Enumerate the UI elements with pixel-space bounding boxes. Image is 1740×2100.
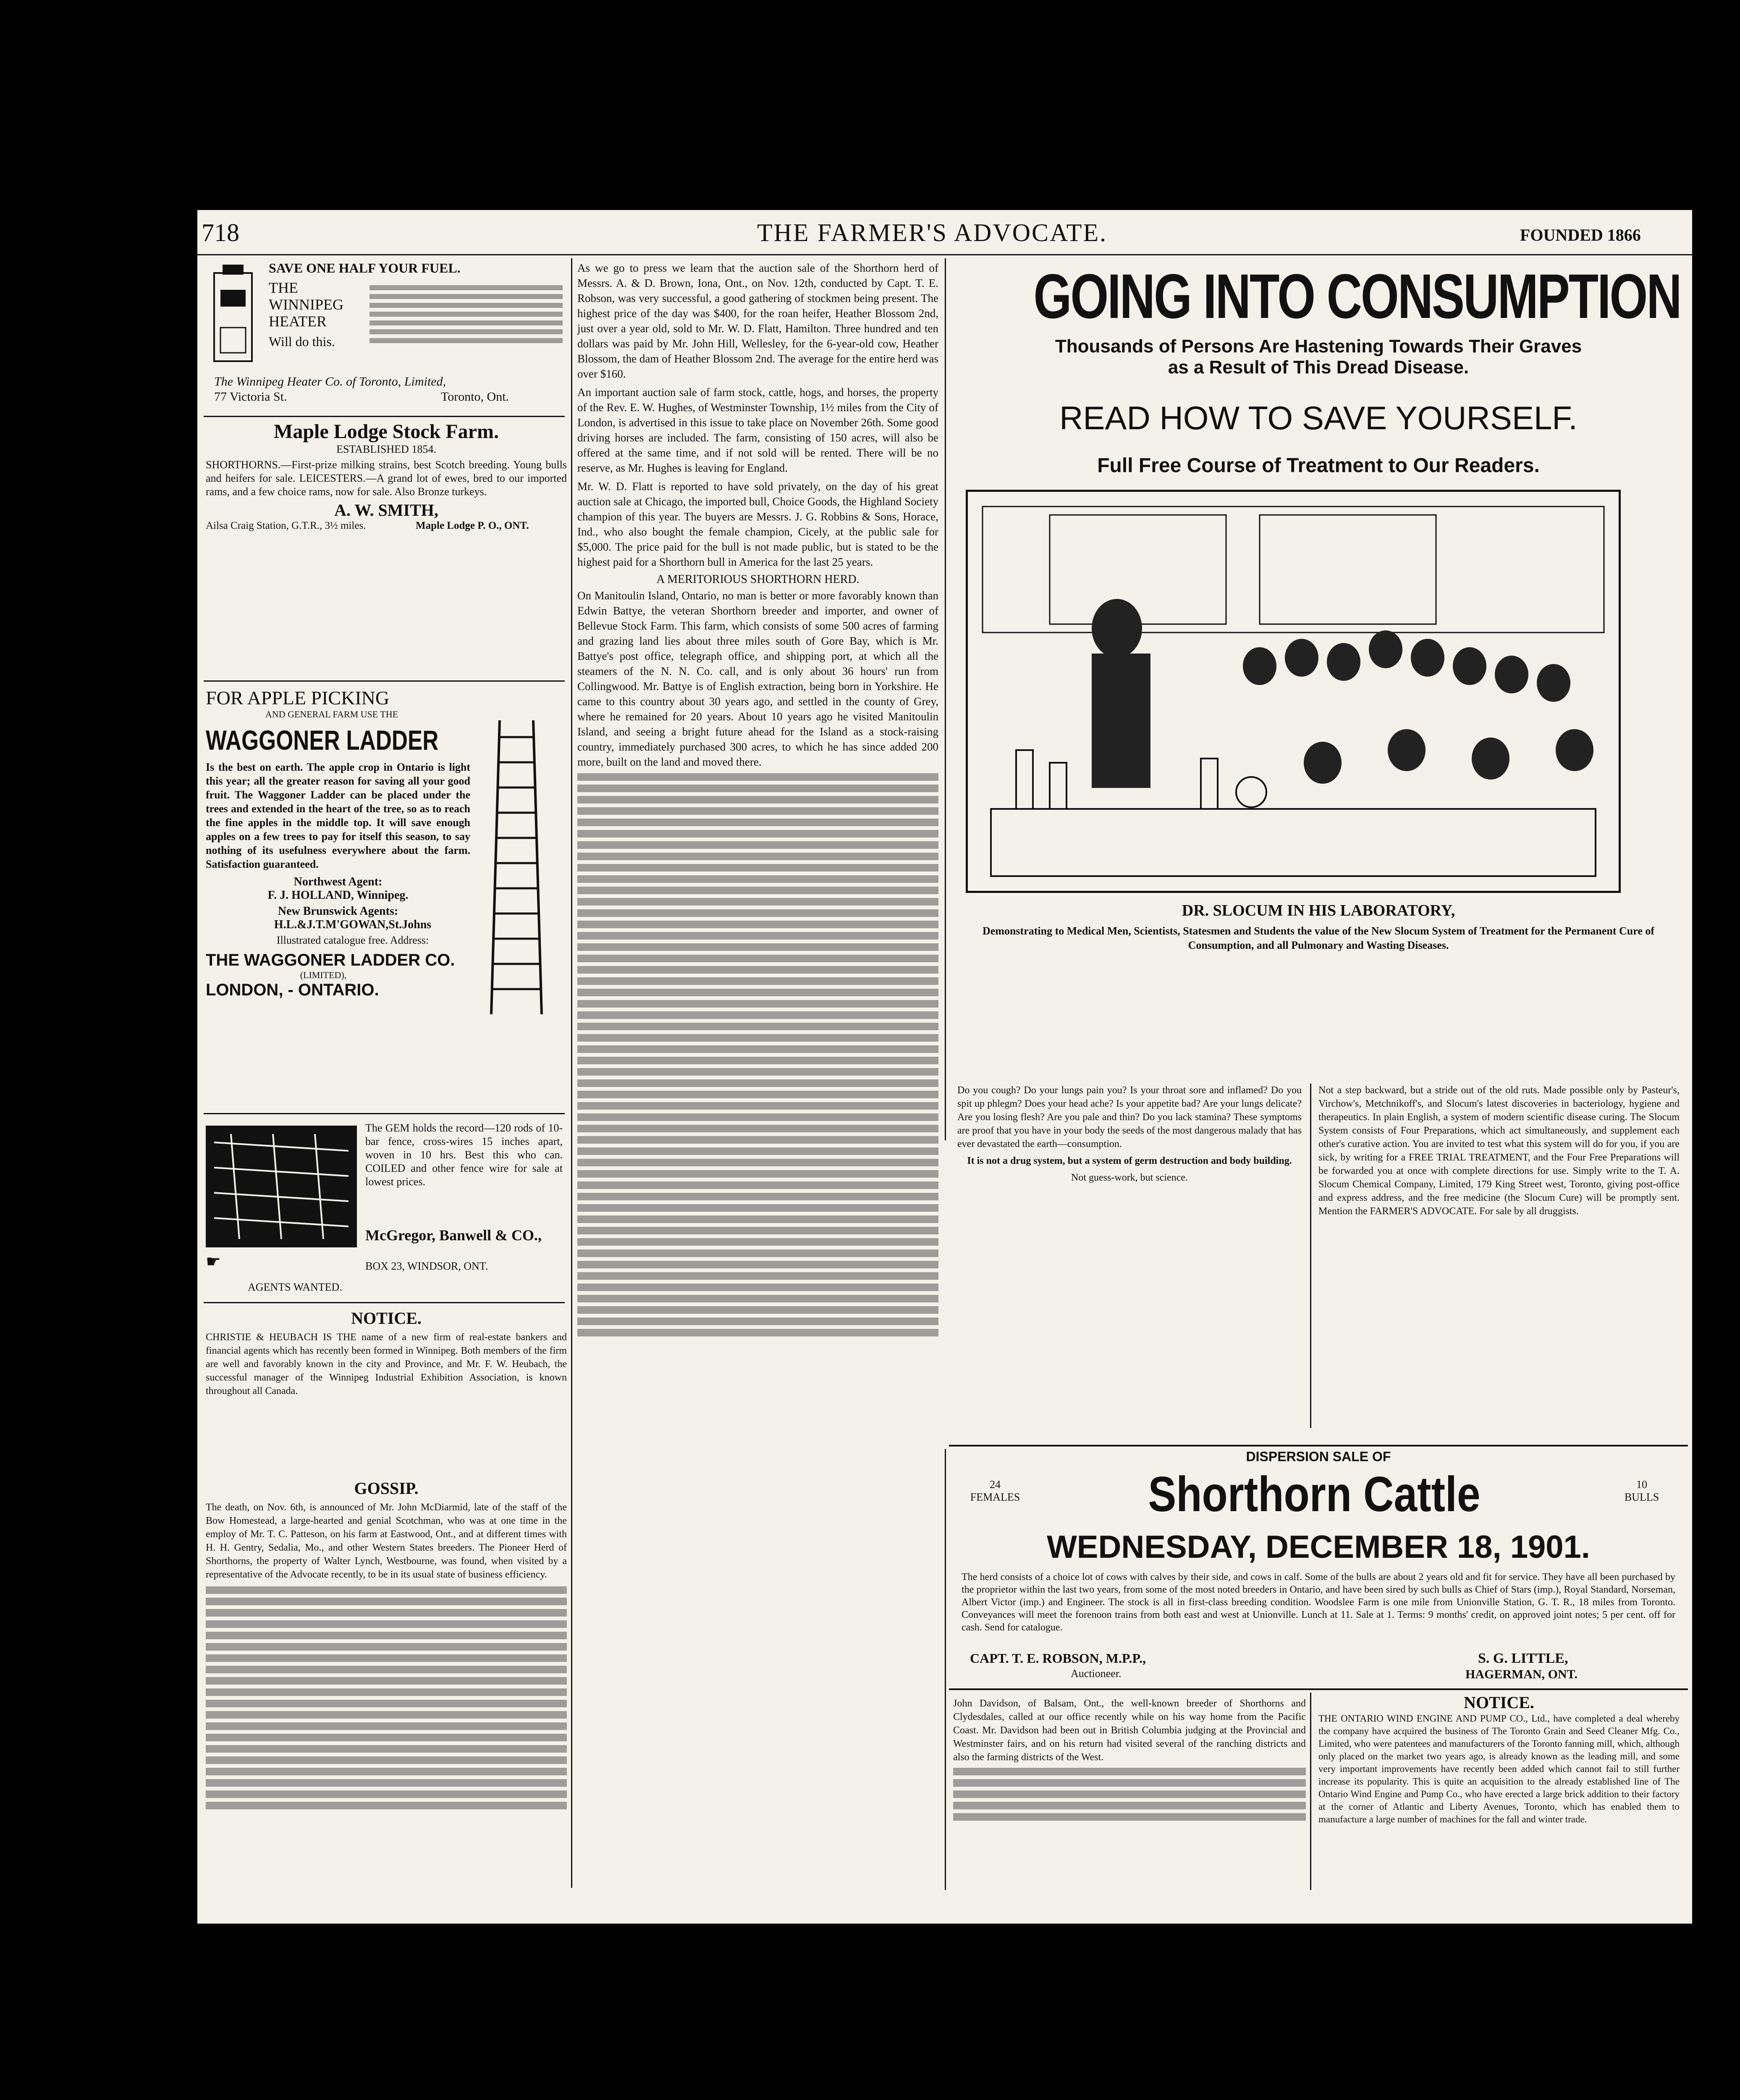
heater-ad: [206, 260, 567, 412]
consumption-no-guess: Not guess-work, but science.: [1071, 1172, 1188, 1183]
sale-date: WEDNESDAY, DECEMBER 18, 1901.: [1047, 1529, 1590, 1565]
sale-body: The herd consists of a choice lot of cows with calves by their side, and cows in calf. Some of the bulls are about 2 years old and fit for service. They have all been purchased by the proprietor within the last two years, from some of the most noted breeders in Ontario, and have been sired by such bulls as Chief of Stars (imp.), Royal Standard, Norseman, Albert Victor (imp.) and Engineer. The stock is all in first-class breeding condition. Woodslee Farm is one mile from Unionville Station, G. T. R., 18 miles from Toronto. Conveyances will meet the forenoon trains from both east and west at Unionville. Lunch at 11. Sale at 1. Terms: 9 months' credit, on approved joint notes; 5 per cent. off for cash. Send for catalogue.: [962, 1572, 1675, 1633]
maple-lodge-post: Maple Lodge P. O., ONT.: [416, 520, 529, 531]
notice-left-body: CHRISTIE & HEUBACH IS THE name of a new firm of real-estate bankers and financial agents which has recently been formed in Winnipeg. Both members of the firm are well and favorably known in the city and Province, and Mr. F. W. Heubach, the successful manager of the Winnipeg Industrial Exhibition Association, is known throughout all Canada.: [206, 1332, 567, 1396]
page-number: 718: [202, 219, 239, 247]
maple-lodge-title: Maple Lodge Stock Farm.: [274, 420, 499, 443]
owner-name: S. G. LITTLE,: [1478, 1651, 1568, 1666]
ladder-top: FOR APPLE PICKING: [206, 687, 390, 709]
dispersion-label: DISPERSION SALE OF: [1246, 1449, 1391, 1464]
column-divider: [1310, 1084, 1311, 1428]
gossip-section: [206, 1478, 567, 1813]
gem-agents: AGENTS WANTED.: [248, 1281, 342, 1293]
middle-column: [577, 260, 938, 1340]
ladder-company: THE WAGGONER LADDER CO.: [206, 951, 455, 969]
notice-left: [206, 1308, 567, 1398]
auctioneer-title: Auctioneer.: [1071, 1667, 1122, 1680]
notice-right-body: THE ONTARIO WIND ENGINE AND PUMP CO., Ltd., have completed a deal whereby the company have acquired the business of The Toronto Grain and Seed Cleaner Mfg. Co., Limited, who were patentees and manufacturers of the Toronto fanning mill, which, although only placed on the market two years ago, is already known as the leading mill, and some very important improvements have recently been added which cannot fail to still further increase its popularity. This is quite an acquisition to the already established line of The Ontario Wind Engine and Pump Co., who have erected a large brick addition to their factory at the corner of Atlantic and Liberty Avenues, Toronto, which has enabled them to manufacture a large number of machines for the fall and winter trade.: [1318, 1713, 1680, 1824]
column-divider: [945, 258, 946, 1140]
gem-body: The GEM holds the record—120 rods of 10-bar fence, cross-wires 15 inches apart, woven in 10 hrs. Best this who can. COILED and other fence wire for sale at lowest prices.: [365, 1122, 563, 1188]
section-rule: [204, 1302, 565, 1303]
battye-article: On Manitoulin Island, Ontario, no man is better or more favorably known than Edwin Battye, the veteran Shorthorn breeder and importer, and owner of Bellevue Stock Farm. This farm, which consists of some 500 acres of farming and grazing land lies about three miles south of Gore Bay, which is Mr. Battye's post office, telegraph office, and shipping port, at which all the steamers of the N. N. Co. call, and is only about 36 hours' run from Collingwood. Mr. Battye is of English extraction, being born in Yorkshire. He came to this country about 30 years ago, and settled in the county of Grey, where he remained for 20 years. About 10 years ago he visited Manitoulin Island, and seeing a bright future ahead for the Island as a stock-raising country, immediately purchased 300 acres, to which he has since added 200 more, built on the land and moved there.: [577, 589, 938, 768]
pointing-hand-icon: ☛: [206, 1252, 221, 1271]
maple-lodge-established: ESTABLISHED 1854.: [336, 443, 436, 455]
laboratory-illustration: [966, 490, 1621, 893]
davidson-article: John Davidson, of Balsam, Ont., the well-known breeder of Shorthorns and Clydesdales, called at our office recently while on his way home from the Pacific Coast. Mr. Davidson had been out in British Columbia judging at the Provincial and Westminster fairs, and on his return had visited several of the ranching districts and also the farming districts of the West.: [953, 1697, 1306, 1824]
gossip-body: The death, on Nov. 6th, is announced of Mr. John McDiarmid, late of the staff of the Bow Homestead, a large-hearted and genial Scotchman, who was at one time in the employ of Mr. T. C. Patteson, on his farm at Eastwood, Ont., and at different times with H. H. Gentry, Sedalia, Mo., and other Western States breeders. The Pioneer Herd of Shorthorns, the property of Walter Lynch, Westbourne, was found, when visited by a representative of the Advocate recently, to be in its usual state of business efficiency.: [206, 1502, 567, 1580]
maple-lodge-body: SHORTHORNS.—First-prize milking strains, best Scotch breeding. Young bulls and heifers for sale. LEICESTERS.—A grand lot of ewes, bred to our imported rams, and a few choice rams, now for sale. Also Bronze turkeys.: [206, 459, 567, 498]
gem-company: McGregor, Banwell & CO.,: [365, 1227, 542, 1244]
gossip-title: GOSSIP.: [354, 1479, 419, 1498]
ladder-agent-nb-name: H.L.&J.T.M'GOWAN,St.Johns: [274, 918, 432, 931]
females-count: 24 FEMALES: [970, 1478, 1020, 1503]
column-divider: [571, 258, 572, 1888]
consumption-headline: GOING INTO CONSUMPTION: [1033, 261, 1681, 331]
consumption-course: Full Free Course of Treatment to Our Readers.: [1097, 454, 1540, 477]
consumption-sub2: as a Result of This Dread Disease.: [1168, 357, 1469, 378]
ladder-agent-nw-name: F. J. HOLLAND, Winnipeg.: [267, 889, 409, 902]
ladder-body: Is the best on earth. The apple crop in Ontario is light this year; all the greater reason for saving all your good fruit. The Waggoner Ladder can be placed under the trees and extended in the heart of the tree, so as to reach the fine apples in the middle top. It will save enough apples on a few trees to pay for itself this season, to say nothing of its usefulness everywhere about the farm. Satisfaction guaranteed.: [206, 761, 470, 870]
auction-report: As we go to press we learn that the auction sale of the Shorthorn herd of Messrs. A. & D. Brown, Iona, Ont., on Nov. 12th, conducted by Capt. T. E. Robson, was very successful, a good gathering of stockmen being present. The highest price of the day was $400, for the roan heifer, Heather Blossom 2nd, just over a year old, sold to Mr. W. D. Flatt, Hamilton. Three hundred and ten dollars was paid by Mr. John Hill, Wellesley, for the 6-year-old cow, Heather Blossom, the dam of Heather Blossom 2nd. The average for the entire herd was over $160.: [577, 262, 938, 380]
ad-rule: [204, 416, 565, 417]
gem-fence-ad: [206, 1121, 567, 1298]
consumption-sub1: Thousands of Persons Are Hastening Towards Their Graves: [1055, 336, 1582, 357]
ladder-catalogue: Illustrated catalogue free. Address:: [276, 934, 429, 946]
shorthorn-title: Shorthorn Cattle: [1148, 1467, 1481, 1522]
masthead-title: THE FARMER'S ADVOCATE.: [757, 219, 1108, 247]
heater-address: 77 Victoria St.: [214, 390, 287, 404]
flatt-report: Mr. W. D. Flatt is reported to have sold privately, on the day of his great auction sale at Chicago, the imported bull, Choice Goods, the Highland Society champion of this year. The buyers are Messrs. J. G. Robbins & Sons, Horace, Ind., who also bought the female champion, Cicely, at the public sale for $5,000. The price paid for the bull is not made public, but is stated to be the highest paid for a Shorthorn bull in America for the last 25 years.: [577, 480, 938, 568]
hughes-sale: An important auction sale of farm stock, cattle, hogs, and horses, the property of the Rev. E. W. Hughes, of Westminster Township, 1½ miles from the City of London, is advertised in this issue to take place on November 26th. Some good driving horses are included. The farm, consisting of 150 acres, will also be offered at the same time, and if not sold will be rented. There will be no reserve, as Mr. Hughes is leaving for England.: [577, 386, 938, 474]
ladder-title: WAGGONER LADDER: [206, 724, 439, 756]
notice-right: [1318, 1693, 1680, 1826]
maple-lodge-ad: [206, 420, 567, 549]
heater-stove-icon: [206, 265, 260, 370]
fence-machine-icon: [206, 1126, 357, 1247]
meritorious-heading: A MERITORIOUS SHORTHORN HERD.: [656, 573, 860, 586]
consumption-right-text: Not a step backward, but a stride out of the old ruts. Made possible only by Pasteur's, Virchow's, Metchnikoff's, and Slocum's latest discoveries in bacteriology, hygiene and therapeutics. In plain English, a system of modern scientific disease curing. The Slocum System consists of Four Preparations, which act simultaneously, and supplement each other's curative action. You are invited to test what this system will do for you, if you are sick, by writing for a FREE TRIAL TREATMENT, and the Four Free Preparations will be forwarded you at once with complete directions for use. Simply write to the T. A. Slocum Chemical Company, Limited, 179 King Street west, Toronto, giving post-office and express address, and the free medicine (the Slocum Cure) will be promptly sent. Mention the FARMER'S ADVOCATE. For sale by all druggists.: [1318, 1085, 1680, 1217]
ladder-sub: AND GENERAL FARM USE THE: [265, 709, 398, 719]
column-divider: [1310, 1693, 1311, 1890]
section-rule: [949, 1688, 1688, 1690]
ad-rule: [204, 1113, 565, 1114]
ladder-agent-nb: New Brunswick Agents:: [278, 905, 398, 918]
heater-company: The Winnipeg Heater Co. of Toronto, Limited,: [214, 375, 446, 388]
bulls-count: 10 BULLS: [1624, 1478, 1659, 1503]
consumption-not-drug: It is not a drug system, but a system of germ destruction and body building.: [967, 1155, 1292, 1166]
notice-left-title: NOTICE.: [351, 1309, 422, 1328]
gem-box: BOX 23, WINDSOR, ONT.: [365, 1260, 488, 1272]
heater-sub: Will do this.: [269, 334, 335, 349]
owner-place: HAGERMAN, ONT.: [1465, 1667, 1578, 1681]
maple-lodge-owner: A. W. SMITH,: [334, 501, 438, 520]
newspaper-page: [197, 210, 1692, 1924]
section-rule: [949, 1445, 1688, 1446]
consumption-left-text: [957, 1084, 1302, 1188]
heater-name: THE WINNIPEG HEATER: [269, 279, 343, 330]
ladder-limited: (LIMITED),: [300, 970, 347, 980]
consumption-caption: DR. SLOCUM IN HIS LABORATORY,: [1182, 902, 1455, 919]
shorthorn-sale-ad: [953, 1449, 1684, 1684]
maple-lodge-station: Ailsa Craig Station, G.T.R., 3½ miles.: [206, 520, 366, 531]
notice-right-title: NOTICE.: [1464, 1693, 1534, 1712]
founded-label: FOUNDED 1866: [1520, 226, 1641, 244]
auctioneer-name: CAPT. T. E. ROBSON, M.P.P.,: [970, 1651, 1146, 1666]
consumption-read: READ HOW TO SAVE YOURSELF.: [1059, 399, 1578, 436]
ad-rule: [204, 680, 565, 682]
heater-headline: SAVE ONE HALF YOUR FUEL.: [269, 260, 461, 276]
waggoner-ladder-ad: [206, 687, 567, 1170]
ladder-icon: [483, 720, 558, 1014]
column-divider: [945, 1449, 946, 1890]
ladder-agent-nw: Northwest Agent:: [293, 875, 383, 888]
header-rule: [197, 254, 1692, 255]
heater-city: Toronto, Ont.: [441, 390, 509, 404]
consumption-questions: Do you cough? Do your lungs pain you? Is your throat sore and inflamed? Do you spit up phlegm? Does your head ache? Is your appetite bad? Are your lungs delicate? Are you losing flesh? Are you pale and thin? Do you lack stamina? These symptoms are proof that you have in your body the seeds of the most dangerous malady that has ever devastated the earth—consumption.: [957, 1085, 1302, 1150]
ladder-city: LONDON, - ONTARIO.: [206, 981, 379, 999]
consumption-demo: Demonstrating to Medical Men, Scientists, Statesmen and Students the value of the New Slocum System of Treatment for the Permanent Cure of Consumption, and all Pulmonary and Wasting Diseases.: [982, 925, 1655, 951]
consumption-ad: [953, 260, 1684, 1050]
